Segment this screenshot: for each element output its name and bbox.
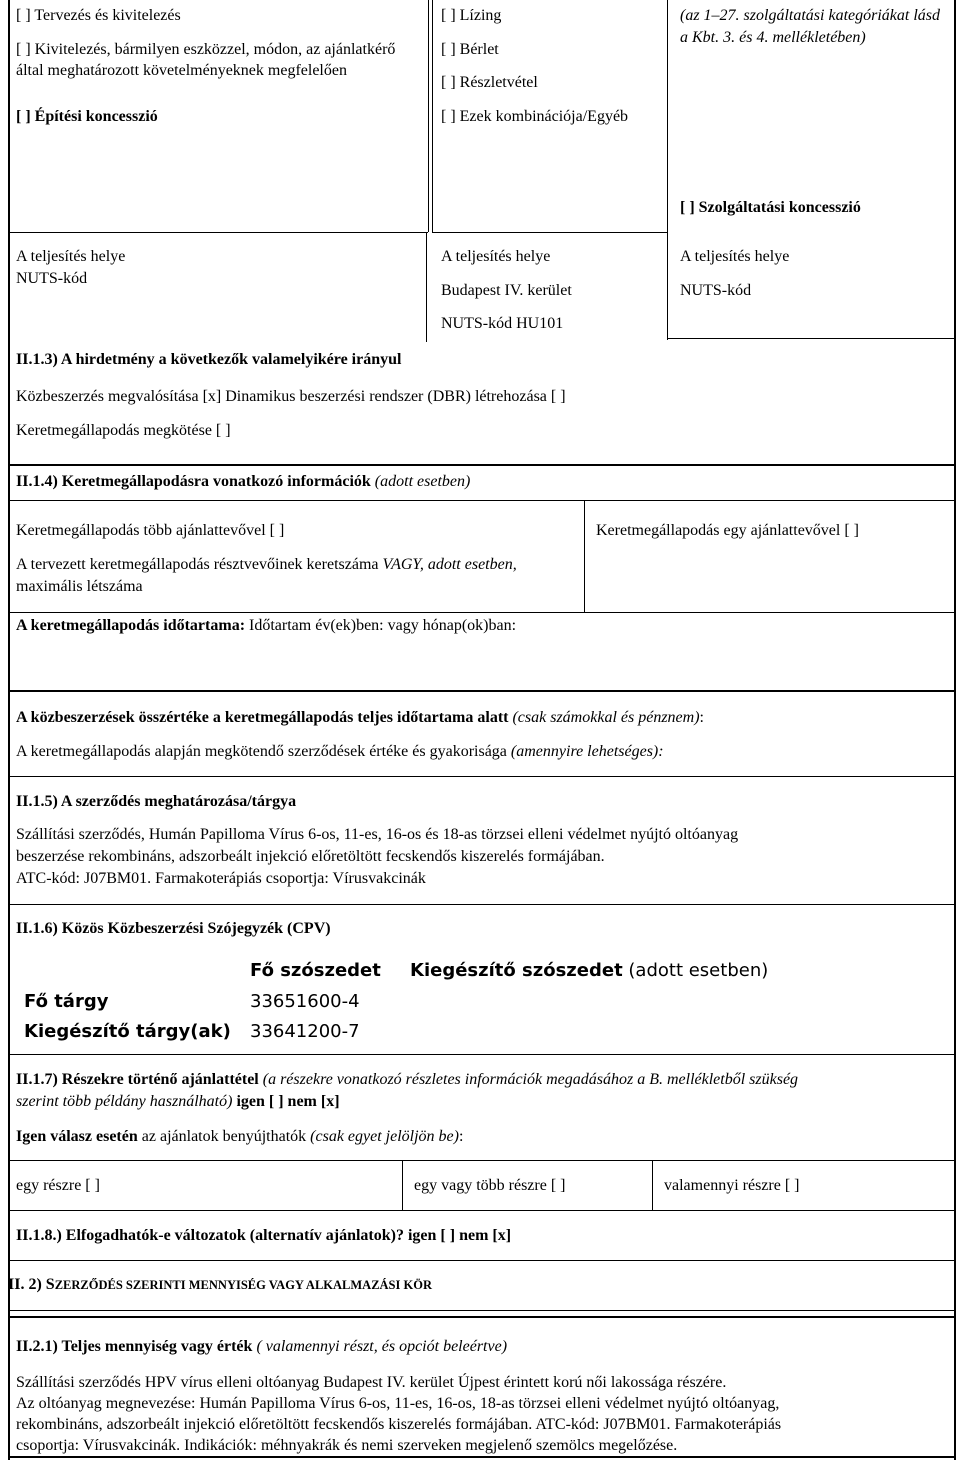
option-rental[interactable]: [ ] Bérlet [441,40,499,58]
divider [8,904,955,905]
note: (a részekre vonatkozó részletes információk megadásához a B. mellékletből szükség [262,1071,799,1088]
contract-type-supply [441,5,661,127]
option-service-concession[interactable]: [ ] Szolgáltatási koncesszió [680,199,861,216]
cpv-header-supplementary [410,959,768,983]
title-text: II.1.4) Keretmegállapodásra vonatkozó információk [16,473,371,490]
lots-yes-instruction [16,1126,463,1148]
title: II.1.7) Részekre történő ajánlattétel [16,1071,259,1088]
lots-option-all[interactable]: valamennyi részre [ ] [664,1177,800,1194]
label: A közbeszerzések összértéke a keretmegállapodás teljes időtartama alatt [16,709,509,726]
framework-participants [16,554,576,597]
divider [667,0,668,340]
divider [8,1456,955,1458]
lots-option-one-or-more[interactable]: egy vagy több részre [ ] [414,1177,566,1194]
framework-multi-option[interactable]: Keretmegállapodás több ajánlattevővel [ ] [16,522,285,539]
cpv-supp-code: 33641200-7 [250,1021,360,1042]
place-of-performance-supply [441,246,572,335]
label: A teljesítés helye [680,248,790,265]
option-combination[interactable]: [ ] Ezek kombinációja/Egyéb [441,107,629,125]
section-title-115: II.1.5) A szerződés meghatározása/tárgya [16,793,297,810]
option-execution[interactable]: [ ] Kivitelezés, bármilyen eszközzel, módon, az ajánlatkérő által meghatározott követelményeknek megfelelően [16,40,396,80]
text-line: Szállítási szerződés, Humán Papilloma Vírus 6-os, 11-es, 16-os és 18-as törzsei elleni védelmet nyújtó oltóanyag [16,826,739,843]
divider [8,1210,955,1211]
divider [8,500,955,501]
divider [652,1160,653,1210]
service-categories-note: (az 1–27. szolgáltatási kategóriákat lásd a Kbt. 3. és 4. mellékletében) [680,7,940,46]
divider [8,1054,955,1055]
nuts-label: NUTS-kód [680,281,752,299]
text: Kiegészítő szószedet [410,960,623,981]
nuts-code: NUTS-kód HU101 [441,315,564,333]
divider [8,776,955,777]
divider [432,232,668,233]
note: ( valamennyi részt, és opciót beleértve) [256,1338,508,1355]
divider [8,1260,955,1261]
text: maximális létszáma [16,577,143,595]
divider [584,500,585,612]
text-italic: VAGY, adott esetben, [382,556,517,573]
notice-type-line1[interactable]: Közbeszerzés megvalósítása [x] Dinamikus beszerzési rendszer (DBR) létrehozása [ ] [16,388,566,405]
cpv-supp-label: Kiegészítő tárgy(ak) [24,1021,231,1042]
divider [426,232,427,342]
colon: : [458,1128,464,1145]
option-design-build[interactable]: [ ] Tervezés és kivitelezés [16,7,181,24]
note: (csak egyet jelöljön be) [310,1128,459,1145]
section-title-113: II.1.3) A hirdetmény a következők valamelyikére irányul [16,351,402,368]
text-line: beszerzése rekombináns, adszorbeált injekció előretöltött fecskendős kiszerelés formájában. [16,848,605,865]
contract-description [16,824,738,890]
label: A teljesítés helye [16,248,126,265]
divider [8,612,955,613]
framework-duration [16,615,516,637]
note: (csak számokkal és pénznem) [512,709,700,726]
notice-type-line2[interactable]: Keretmegállapodás megkötése [ ] [16,422,231,439]
note: (amennyire lehetséges): [510,743,664,760]
divider [428,0,429,232]
label: A keretmegállapodás időtartama: [16,617,246,634]
divider [8,1310,955,1311]
title: II.2.1) Teljes mennyiség vagy érték [16,1338,253,1355]
option-hire-purchase[interactable]: [ ] Részletvétel [441,74,538,92]
lots-option-one[interactable]: egy részre [ ] [16,1177,100,1194]
option-works-concession[interactable]: [ ] Építési koncesszió [16,107,158,125]
cpv-main-label: Fő tárgy [24,991,109,1012]
divider [8,464,955,466]
answer[interactable]: igen [ ] nem [x] [236,1093,340,1110]
framework-contract-frequency [16,741,664,763]
divider [402,1160,403,1210]
divider [8,1160,955,1161]
note: szerint több példány használható) [16,1093,233,1110]
place-of-performance-services [680,246,789,301]
title-note: (adott esetben) [374,473,471,490]
text-line: Szállítási szerződés HPV vírus elleni oltóanyag Budapest IV. kerület Újpest érintett korú női lakossága részére. [16,1374,727,1391]
section-title-221 [16,1336,507,1358]
divider [667,338,955,339]
text-line: Az oltóanyag megnevezése: Humán Papilloma Vírus 6-os, 11-es, 16-os, 18-as törzsei elleni védelmet nyújtó oltóanyag, [16,1395,780,1412]
table-border-left [8,0,10,1460]
cpv-header-main: Fő szószedet [250,960,381,981]
place-of-performance-works [16,246,125,289]
place-value: Budapest IV. kerület [441,281,572,299]
text: az ajánlatok benyújthatók [141,1128,307,1145]
label: A keretmegállapodás alapján megkötendő szerződések értéke és gyakorisága [16,743,507,760]
text-line: csoportja: Vírusvakcinák. Indikációk: méhnyakrák és nemi szerveken megjelenő szemölcs megelőzése. [16,1437,678,1454]
section-title-116: II.1.6) Közös Közbeszerzési Szójegyzék (CPV) [16,920,331,937]
label: A teljesítés helye [441,248,551,265]
text-line: ATC-kód: J07BM01. Farmakoterápiás csoportja: Vírusvakcinák [16,870,426,887]
divider [8,1316,955,1318]
small-caps: ZERZŐDÉS SZERINTI MENNYISÉG VAGY ALKALMAZÁSI KÖR [54,1278,432,1292]
text-line: rekombináns, adszorbeált injekció előretöltött fecskendős kiszerelés formájában. ATC-kód: J07BM01. Farmakoterápiás [16,1416,782,1433]
text: A tervezett keretmegállapodás résztvevőinek keretszáma [16,556,379,573]
section-title-118[interactable]: II.1.8.) Elfogadhatók-e változatok (alternatív ajánlatok)? igen [ ] nem [x] [16,1227,512,1244]
label: Igen válasz esetén [16,1128,138,1145]
contract-type-works [16,5,421,127]
total-quantity-text [16,1372,781,1456]
lots-section [16,1069,946,1113]
section-title-114 [16,471,470,493]
divider [8,690,955,692]
framework-single-option[interactable]: Keretmegállapodás egy ajánlattevővel [ ] [596,522,859,539]
option-leasing[interactable]: [ ] Lízing [441,7,502,24]
divider [432,0,433,232]
cpv-main-code: 33651600-4 [250,991,360,1012]
table-border-right [954,0,956,1460]
divider [8,232,428,233]
colon: : [699,709,704,726]
note: (adott esetben) [628,960,769,981]
section-title-II2 [8,1274,432,1296]
value: Időtartam év(ek)ben: vagy hónap(ok)ban: [249,617,517,634]
prefix: II. 2) S [8,1276,55,1293]
nuts-label: NUTS-kód [16,269,88,287]
framework-total-value [16,707,704,729]
